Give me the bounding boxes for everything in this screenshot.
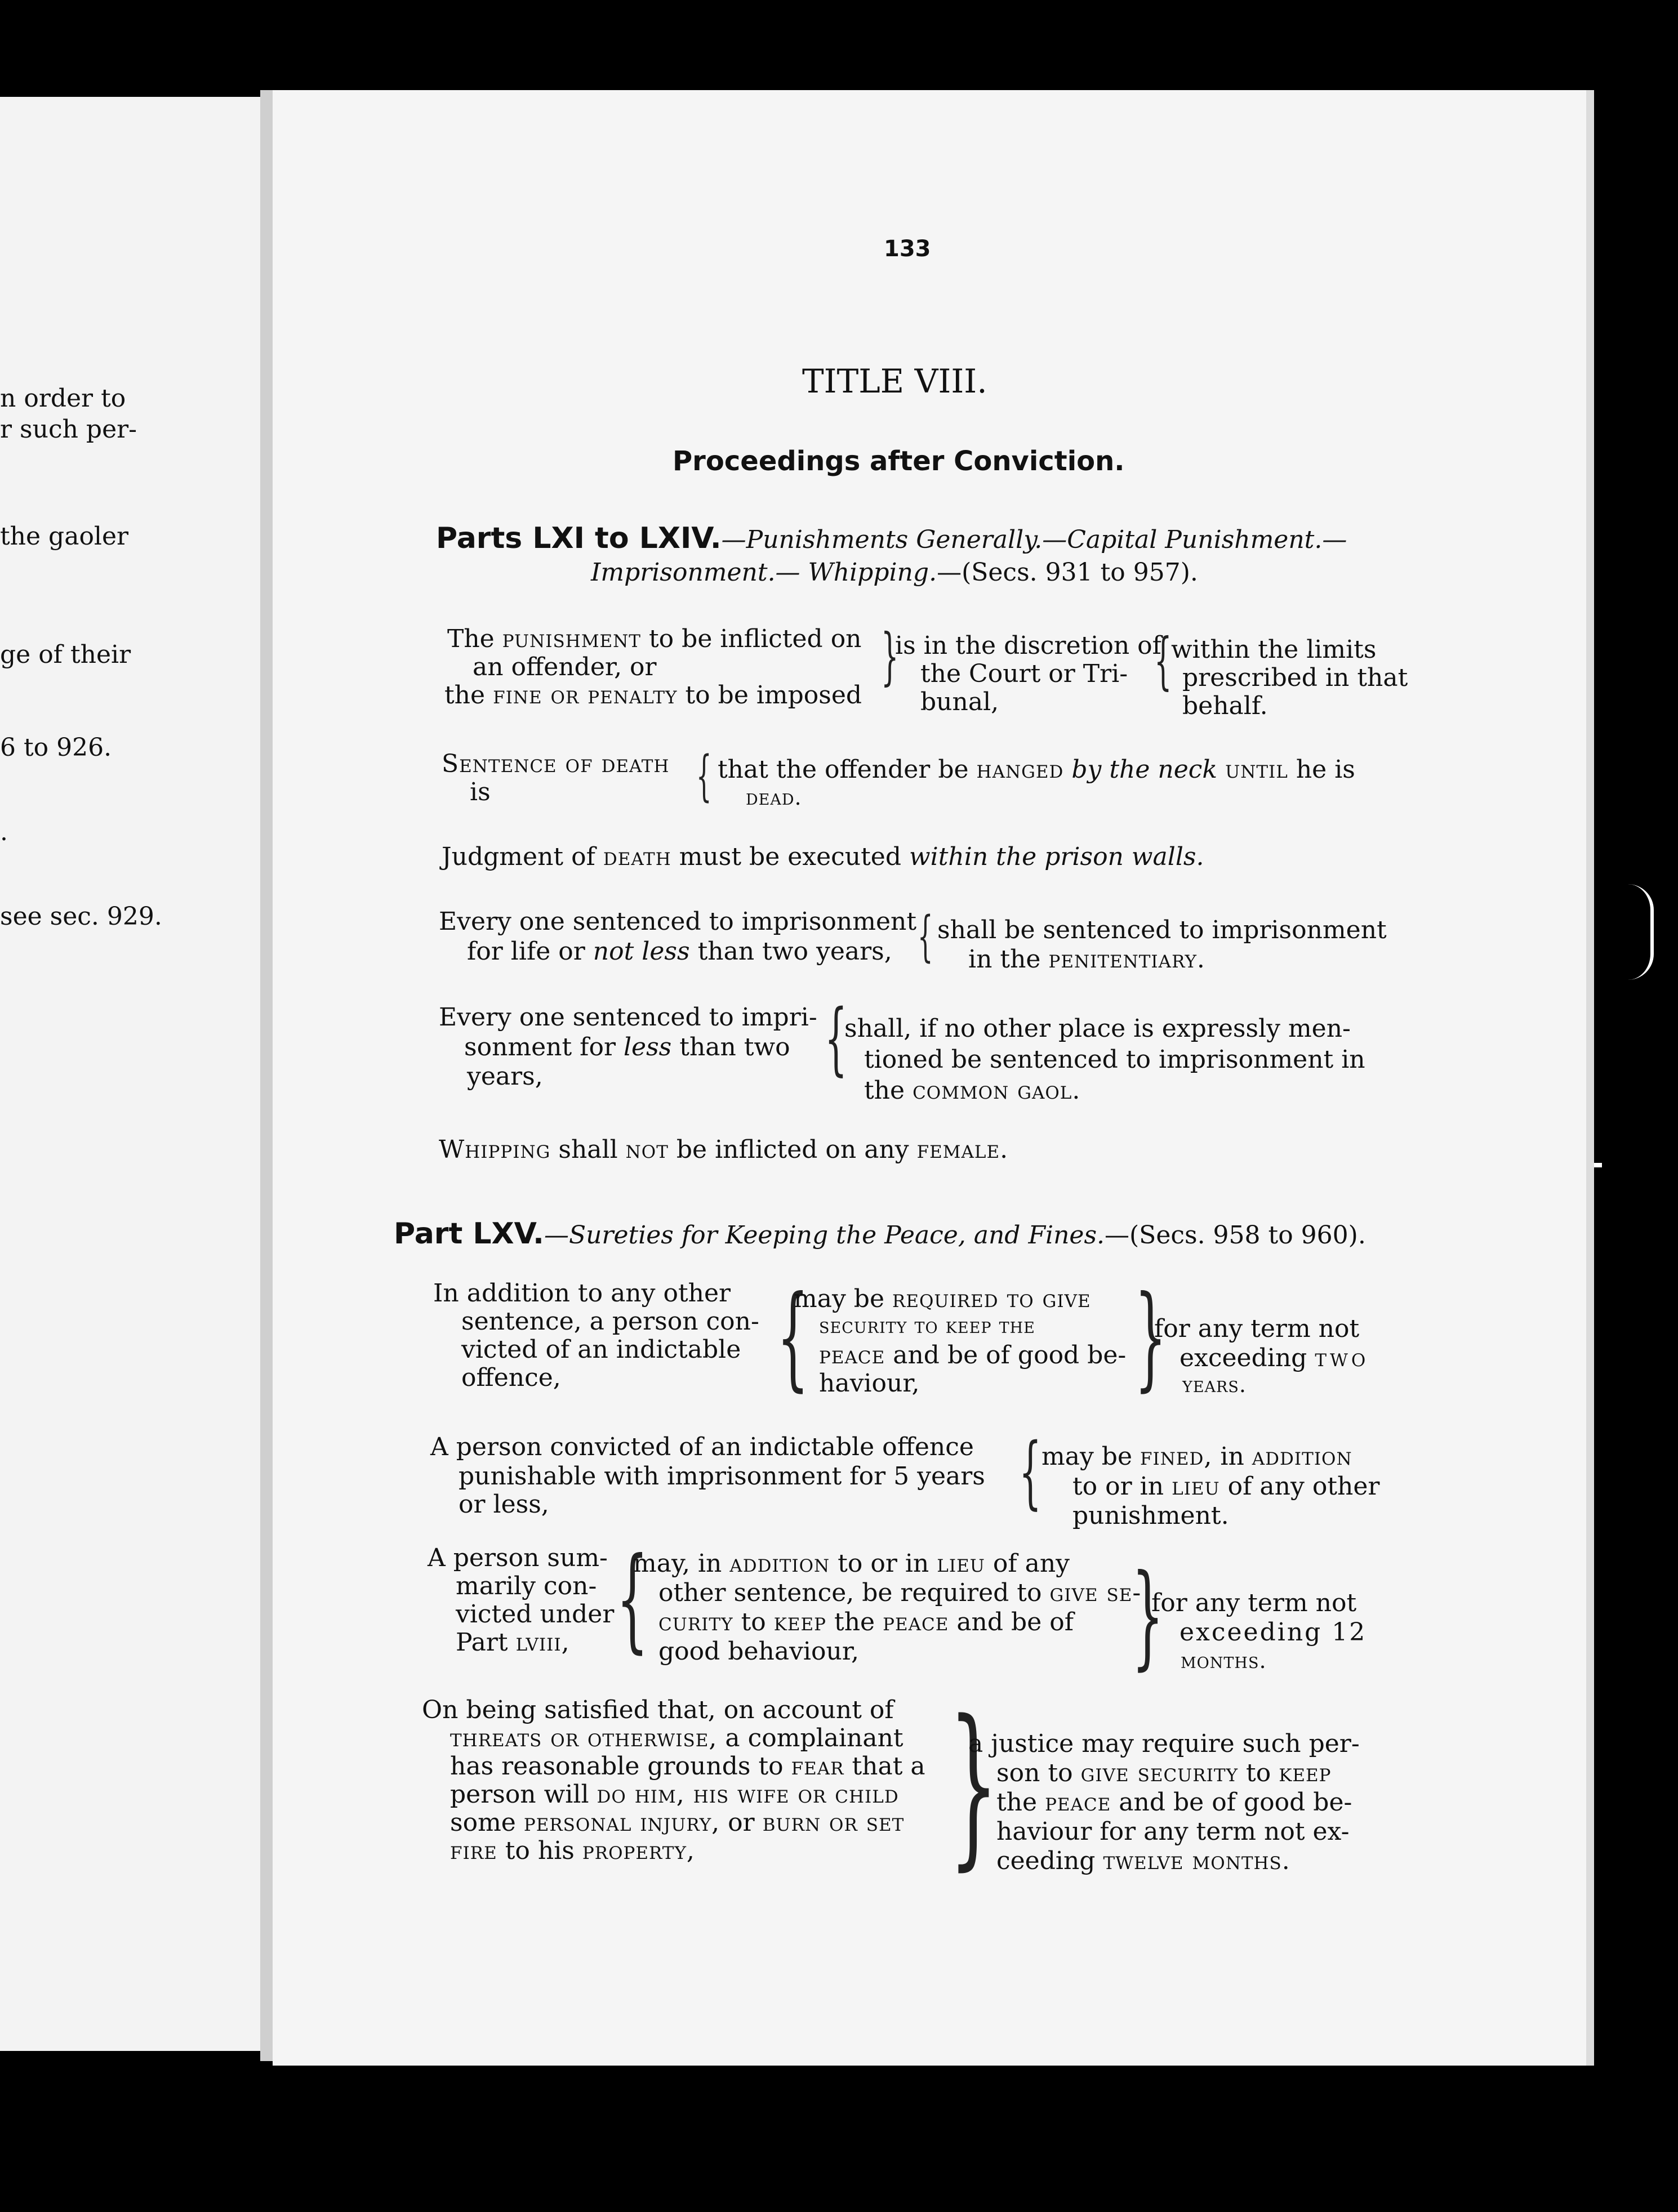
part-heading-1: Parts LXI to LXIV.—Punishments Generally.—Capital Punishment.— (436, 521, 1347, 555)
part-heading-1-cont: Imprisonment.— Whipping.—(Secs. 931 to 957). (591, 558, 1198, 587)
rule-whipping: Whipping shall not be inflicted on any female. (439, 1135, 1009, 1164)
scan-artifact-bracket (1628, 884, 1654, 980)
rule-judgment-of-death: Judgment of death must be executed within the prison walls. (442, 842, 1204, 871)
page-title: TITLE VIII. (802, 362, 987, 400)
left-fragment: n order to (0, 384, 126, 413)
page-edge (1586, 90, 1594, 2066)
section-subtitle: Proceedings after Conviction. (673, 445, 1125, 477)
left-fragment: r such per- (0, 415, 137, 444)
left-fragment: ge of their (0, 640, 131, 669)
page-number: 133 (884, 236, 931, 262)
left-fragment: the gaoler (0, 522, 129, 551)
left-fragment: 6 to 926. (0, 733, 112, 762)
book-gutter (260, 90, 273, 2061)
right-page: 133 TITLE VIII. Proceedings after Conviction. Parts LXI to LXIV.—Punishments Generally.—Capital Punishment.— Imprisonment.— Whipping.—(Secs. 931 to 957). The punishment to be inflicted on an offender, or the fine or penalty to be imposed } is in the discretion of the Court or Tri- bunal, { within the limits prescribed in that behalf. Sentence of death is { that the offender be hanged by the neck until he is dead. Judgment of death must be executed within the prison walls. Every one sentenced to imprisonment for life or not less than two years, { shall be sentenced to imprisonment in the penitentiary. Every one sentenced to impri- sonment for less than two years, { shall, if no other place is expressly men- tioned be sentenced to imprisonment in the common gaol. Whipping shall not be inflicted on any female. Part LXV.—Sureties for Keeping the Peace, and Fines.—(Secs. 958 to 960). In addition to any other sentence, a person con- victed of an indictable offence, { may be required to give security to keep the peace and be of good be- haviour, } for any term not exceeding two years. A person convicted of an indictable offence punishable with imprisonment for 5 years or less, { may be fined, in addition to or in lieu of any other punishment. A person sum- marily con- victed under Part lviii, { may, in addition to or in lieu of any other sentence, be required to give se- curity to keep the peace and be of good behaviour, } for any term not exceeding 12 months. On being satisfied that, on account of threats or otherwise, a complainant has reasonable grounds to fear that a person will do him, his wife or child some personal injury, or burn or set fire to his property, } a justice may require such per- son to give security to keep the peace and be of good be- haviour for any term not ex- ceeding twelve months. (273, 90, 1594, 2066)
left-page (0, 97, 265, 2051)
part-heading-2: Part LXV.—Sureties for Keeping the Peace, and Fines.—(Secs. 958 to 960). (394, 1217, 1366, 1251)
left-fragment: . (0, 818, 8, 846)
scan-artifact-speck (1594, 1163, 1602, 1167)
left-fragment: see sec. 929. (0, 902, 162, 931)
